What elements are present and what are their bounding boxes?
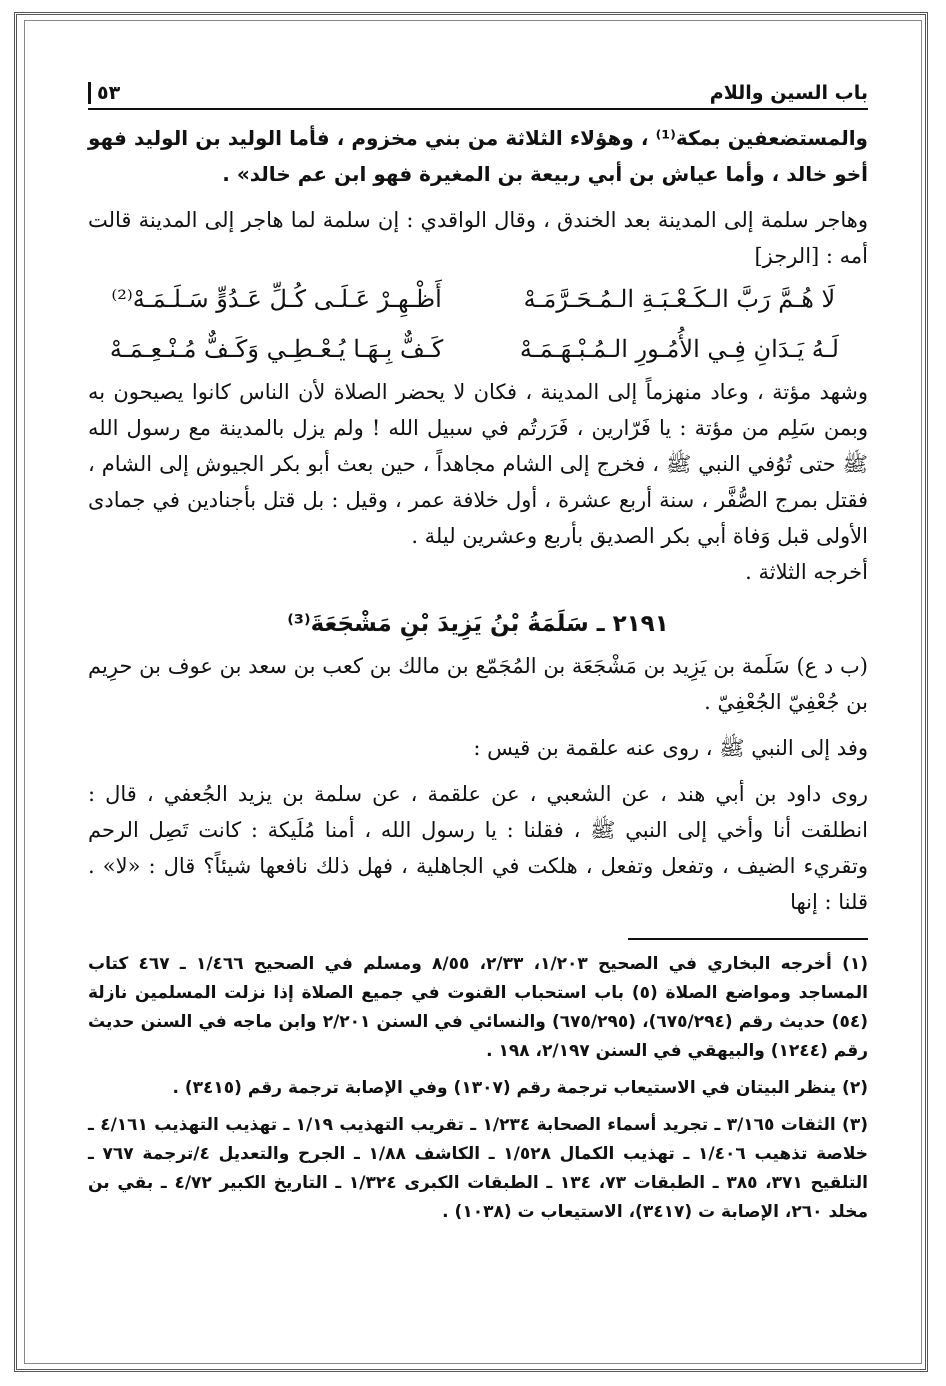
paragraph: وفد إلى النبي ﷺ ، روى عنه علقمة بن قيس :	[473, 736, 868, 760]
paragraph: وهاجر سلمة إلى المدينة بعد الخندق ، وقال الواقدي : إن سلمة لما هاجر إلى المدينة قالت أمه : [الرجز]	[88, 208, 868, 268]
footnote: (٣) الثقات ٣/١٦٥ ـ تجريد أسماء الصحابة ١/٢٣٤ ـ تقريب التهذيب ١/١٩ ـ تهذيب التهذيب ٤/١٦١ ـ خلاصة تذهيب ١/٤٠٦ ـ تهذيب الكمال ١/٥٢٨ ـ الكاشف ١/٨٨ ـ الجرح والتعديل ٤/ترجمة ٧٦٧ ـ التلقيح ٣٧١، ٣٨٥ ـ الطبقات ٧٣، ١٣٤ ـ الطبقات الكبرى ١/٣٢٤ ـ التاريخ الكبير ٤/٧٢ ـ بقي بن مخلد ٢٦٠، الإصابة ت (٣٤١٧)، الاستيعاب ت (١٠٣٨) .	[88, 1115, 869, 1222]
entry-title: ٢١٩١ ـ سَلَمَةُ بْنُ يَزِيدَ بْنِ مَشْجَعَةَ⁽³⁾	[287, 611, 669, 637]
chapter-title: باب السين واللام	[709, 82, 868, 104]
paragraph: وشهد مؤتة ، وعاد منهزماً إلى المدينة ، فكان لا يحضر الصلاة لأن الناس كانوا يصيحون به وبمن سَلِم من مؤتة : يا فَرّارين ، فَرَرتُم في سبيل الله ! ولم يزل بالمدينة مع رسول الله ﷺ حتى تُوُفي النبي ﷺ ، فخرج إلى الشام مجاهداً ، حين بعث أبو بكر الجيوش إلى الشام ، فقتل بمرج الصُّفَّر ، سنة أربع عشرة ، أول خلافة عمر ، وقيل : بل قتل بأجنادين في جمادى الأولى قبل وَفاة أبي بكر الصديق بأربع وعشرين ليلة .	[88, 380, 868, 548]
paragraph: (ب د ع) سَلَمة بن يَزِيد بن مَشْجَعَة بن المُجَمّع بن مالك بن كعب بن سعد بن عوف بن حرِيم بن جُعْفِيّ الجُعْفِيّ .	[88, 654, 868, 714]
footnote: (١) أخرجه البخاري في الصحيح ١/٢٠٣، ٢/٣٣، ٨/٥٥ ومسلم في الصحيح ١/٤٦٦ ـ ٤٦٧ كتاب المساجد ومواضع الصلاة (٥) باب استحباب القنوت في جميع الصلاة إذا نزلت المسلمين نازلة (٥٤) حديث رقم (٦٧٥/٢٩٤)، (٦٧٥/٢٩٥) والنسائي في السنن ٢/٢٠١ وابن ماجه في السنن حديث رقم (١٢٤٤) والبيهقي في السنن ٢/١٩٧، ١٩٨ .	[88, 954, 869, 1061]
hemistich-second: أَظْـهِـرْ عَـلَـى كُـلِّ عَـدُوٍّ سَـلَـمَـهْ⁽²⁾	[111, 285, 442, 313]
paragraph: أخرجه الثلاثة .	[745, 560, 868, 584]
hemistich-first: لَا هُـمَّ رَبَّ الـكَـعْـبَـةِ الـمُـحَـرَّمَـهْ	[523, 285, 836, 313]
verse-line	[88, 324, 868, 374]
page-number: ٥٣	[88, 82, 120, 104]
hemistich-second: كَـفٌّ بِـهَـا يُـعْـطِـي وَكَـفٌّ مُـنْـعِـمَـهْ	[109, 335, 444, 363]
hemistich-first: لَـهُ يَـدَانِ فِـي الأُمُـورِ الـمُـبْـهَـمَـهْ	[519, 335, 839, 363]
book-page	[88, 68, 868, 1227]
quote-paragraph: والمستضعفين بمكة⁽¹⁾ ، وهؤلاء الثلاثة من بني مخزوم ، فأما الوليد بن الوليد فهو أخو خالد ، وأما عياش بن أبي ربيعة بن المغيرة فهو ابن عم خالد» .	[88, 126, 868, 186]
poem	[88, 274, 868, 374]
footnote-separator	[628, 938, 868, 940]
footnote: (٢) ينظر البيتان في الاستيعاب ترجمة رقم (١٣٠٧) وفي الإصابة ترجمة رقم (٣٤١٥) .	[172, 1078, 868, 1098]
paragraph: روى داود بن أبي هند ، عن الشعبي ، عن علقمة ، عن سلمة بن يزيد الجُعفي ، قال : انطلقت أنا وأخي إلى النبي ﷺ ، فقلنا : يا رسول الله ، أمنا مُلَيكة : كانت تَصِل الرحم وتقريء الضيف ، وتفعل وتفعل ، هلكت في الجاهلية ، فهل ذلك نافعها شيئاً؟ قال : «لا» . قلنا : إنها	[88, 782, 868, 914]
running-header	[88, 68, 868, 110]
footnotes	[88, 950, 868, 1227]
verse-line	[88, 274, 868, 324]
